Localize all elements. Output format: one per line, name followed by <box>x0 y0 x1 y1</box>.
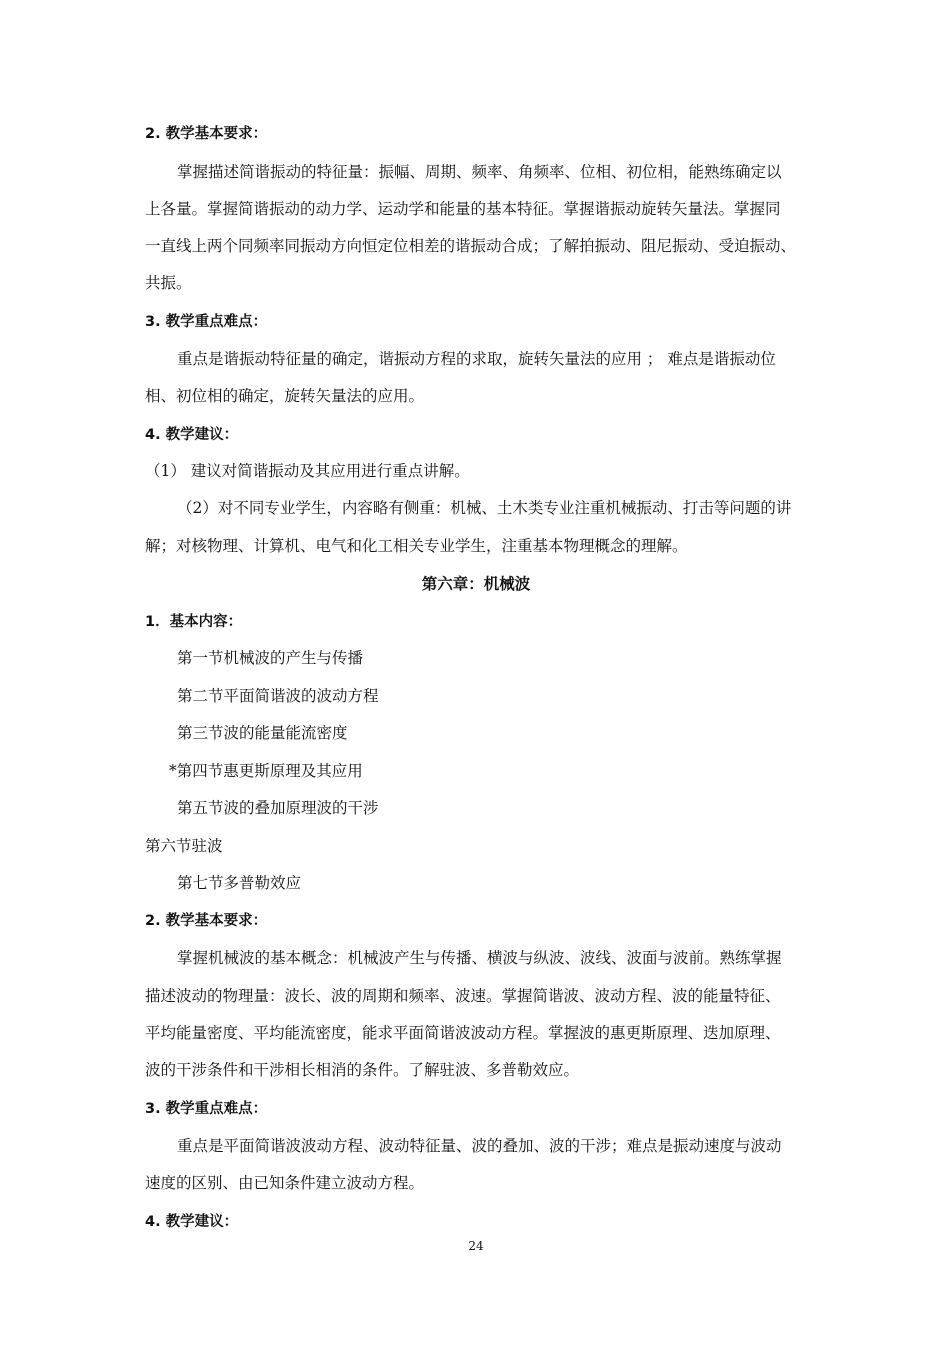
paragraph-line: 相、初位相的确定，旋转矢量法的应用。 <box>145 387 425 405</box>
paragraph-line: 解；对核物理、计算机、电气和化工相关专业学生，注重基本物理概念的理解。 <box>145 537 688 555</box>
section-heading: 2. 教学基本要求： <box>145 126 268 142</box>
paragraph-line: 一直线上两个同频率同振动方向恒定位相差的谐振动合成；了解拍振动、阻尼振动、受迫振动、 <box>145 237 797 255</box>
list-item: 第六节驻波 <box>145 837 223 855</box>
paragraph-line: 共振。 <box>145 274 192 292</box>
list-item: *第四节惠更斯原理及其应用 <box>169 762 363 780</box>
paragraph-line: 波的干涉条件和干涉相长相消的条件。了解驻波、多普勒效应。 <box>145 1061 580 1079</box>
section-heading: 3. 教学重点难点： <box>145 314 268 330</box>
section-heading: 3. 教学重点难点： <box>145 1101 268 1117</box>
paragraph-line: （2）对不同专业学生，内容略有侧重：机械、土木类专业注重机械振动、打击等问题的讲 <box>177 499 792 517</box>
list-item: 第五节波的叠加原理波的干涉 <box>177 799 379 817</box>
chapter-title: 第六章：机械波 <box>421 575 531 593</box>
list-item: （1） 建议对简谐振动及其应用进行重点讲解。 <box>145 462 470 480</box>
paragraph-line: 上各量。掌握简谐振动的动力学、运动学和能量的基本特征。掌握谐振动旋转矢量法。掌握同 <box>145 200 781 218</box>
list-item: 第一节机械波的产生与传播 <box>177 649 364 667</box>
paragraph-line: 掌握机械波的基本概念：机械波产生与传播、横波与纵波、波线、波面与波前。熟练掌握 <box>177 949 782 967</box>
section-heading: 1．基本内容： <box>145 614 243 630</box>
list-item: 第七节多普勒效应 <box>177 874 302 892</box>
list-item: 第三节波的能量能流密度 <box>177 724 348 742</box>
section-heading: 4. 教学建议： <box>145 1214 239 1230</box>
section-heading: 4. 教学建议： <box>145 427 239 443</box>
paragraph-line: 平均能量密度、平均能流密度，能求平面简谐波波动方程。掌握波的惠更斯原理、迭加原理、 <box>145 1024 781 1042</box>
section-heading: 2. 教学基本要求： <box>145 913 268 929</box>
page-number: 24 <box>468 1239 484 1253</box>
paragraph-line: 描述波动的物理量：波长、波的周期和频率、波速。掌握简谐波、波动方程、波的能量特征、 <box>145 987 781 1005</box>
list-item: 第二节平面简谐波的波动方程 <box>177 687 379 705</box>
paragraph-line: 重点是谐振动特征量的确定，谐振动方程的求取，旋转矢量法的应用 ； 难点是谐振动位 <box>177 350 776 368</box>
paragraph-line: 掌握描述简谐振动的特征量：振幅、周期、频率、角频率、位相、初位相，能熟练确定以 <box>177 163 782 181</box>
paragraph-line: 速度的区别、由已知条件建立波动方程。 <box>145 1174 425 1192</box>
paragraph-line: 重点是平面简谐波波动方程、波动特征量、波的叠加、波的干涉；难点是振动速度与波动 <box>177 1137 782 1155</box>
